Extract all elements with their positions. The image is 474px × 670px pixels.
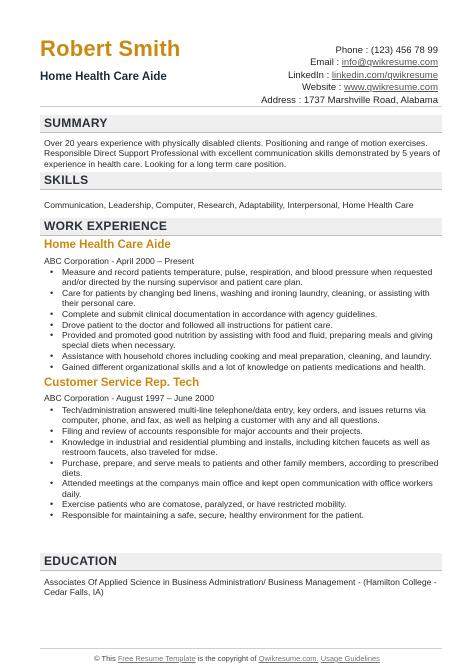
footer-divider	[40, 648, 442, 649]
linkedin-link[interactable]: linkedin.com/qwikresume	[331, 69, 438, 81]
contact-address: Address : 1737 Marshville Road, Alabama	[261, 94, 438, 106]
list-item: • Responsible for maintaining a safe, secure, healthy environment for the patient.	[50, 510, 364, 521]
address-label: Address	[261, 94, 296, 106]
list-item: • Exercise patients who are comatose, paralyzed, or have restricted mobility.	[50, 499, 347, 510]
contact-email: Email : info@qwikresume.com	[310, 57, 438, 69]
summary-text: Over 20 years experience with physically disabled clients. Positioning and range of motion exercises. Responsible Direct Support Professional with excellent communication skills demonstrated by 5 years of experience in health care. Looking for a long term care position.	[44, 138, 440, 169]
footer-copyright: © This Free Resume Template is the copyright of Qwikresume.com. Usage Guidelines	[94, 654, 380, 663]
list-item: • Gained different organizational skills and a lot of knowledge on patients medications and health.	[50, 361, 426, 372]
summary-heading	[40, 115, 442, 133]
website-label: Website	[301, 82, 337, 94]
job-meta: ABC Corporation - April 2000 – Present	[44, 256, 194, 266]
experience-heading-text: WORK EXPERIENCE	[44, 219, 168, 233]
list-item: • Complete and submit clinical documentation in accordance with agency guidelines.	[50, 308, 378, 319]
qwikresume-link[interactable]: Qwikresume.com.	[258, 654, 319, 663]
usage-guidelines-link[interactable]: Usage Guidelines	[320, 654, 380, 663]
list-item: • Drove patient to the doctor and followed all instructions for patient care.	[50, 319, 333, 330]
list-item: • Attended meetings at the companys main office and kept open communication with office workers daily.	[50, 478, 433, 499]
education-heading-text: EDUCATION	[44, 554, 118, 568]
job-bullets	[44, 267, 442, 373]
job-bullets	[44, 405, 442, 521]
list-item: • Filing and review of accounts responsible for major accounts and their projects.	[50, 425, 363, 436]
skills-heading-text: SKILLS	[44, 173, 89, 187]
email-label: Email	[310, 57, 334, 69]
contact-phone: Phone : (123) 456 78 99	[335, 45, 438, 56]
skills-text: Communication, Leadership, Computer, Research, Adaptability, Interpersonal, Home Health Care	[44, 200, 414, 210]
phone-label: Phone	[335, 45, 363, 56]
contact-website: Website : www.qwikresume.com	[301, 82, 438, 94]
list-item: • Purchase, prepare, and serve meals to patients and other family members, according to prescribed diets.	[50, 457, 439, 478]
list-item: • Provided and promoted good nutrition by assisting with food and fluid, preparing meals and giving special diets when necessary.	[50, 330, 433, 351]
candidate-name: Robert Smith	[40, 36, 181, 61]
experience-heading	[40, 218, 442, 236]
list-item: • Assistance with household chores including cooking and meal preparation, cleaning, and laundry.	[50, 351, 432, 362]
website-link[interactable]: www.qwikresume.com	[344, 82, 438, 94]
linkedin-label: LinkedIn	[288, 69, 324, 81]
list-item: • Measure and record patients temperature, pulse, respiration, and blood pressure when requested and/or directed by the nursing supervisor and patient care plan.	[50, 267, 433, 288]
phone-value: (123) 456 78 99	[370, 45, 438, 56]
address-value: 1737 Marshville Road, Alabama	[303, 94, 438, 106]
contact-block	[208, 45, 438, 107]
candidate-title: Home Health Care Aide	[40, 71, 167, 83]
free-resume-template-link[interactable]: Free Resume Template	[117, 654, 196, 663]
education-heading	[40, 553, 442, 571]
job-title: Customer Service Rep. Tech	[44, 377, 200, 389]
list-item: • Tech/administration answered multi-line telephone/data entry, key orders, and issues returns via computer, phone, and fax, as well as helping a customer with any and all questions.	[50, 405, 426, 426]
email-link[interactable]: info@qwikresume.com	[341, 57, 438, 69]
summary-heading-text: SUMMARY	[44, 116, 108, 130]
job-meta: ABC Corporation - August 1997 – June 2000	[44, 393, 215, 403]
list-item: • Care for patients by changing bed linens, washing and ironing laundry, cleaning, or assisting with their personal care.	[50, 287, 430, 309]
header-divider	[40, 106, 442, 107]
education-text: Associates Of Applied Science in Business Administration/ Business Management - (Hamilton College - Cedar Falls, IA)	[44, 577, 437, 598]
skills-heading	[40, 172, 442, 190]
contact-linkedin: LinkedIn : linkedin.com/qwikresume	[288, 69, 438, 81]
job-title: Home Health Care Aide	[44, 239, 171, 251]
list-item: • Knowledge in industrial and residential plumbing and installs, including kitchen faucets as well as restroom faucets, also traveled for mdse.	[50, 436, 430, 457]
